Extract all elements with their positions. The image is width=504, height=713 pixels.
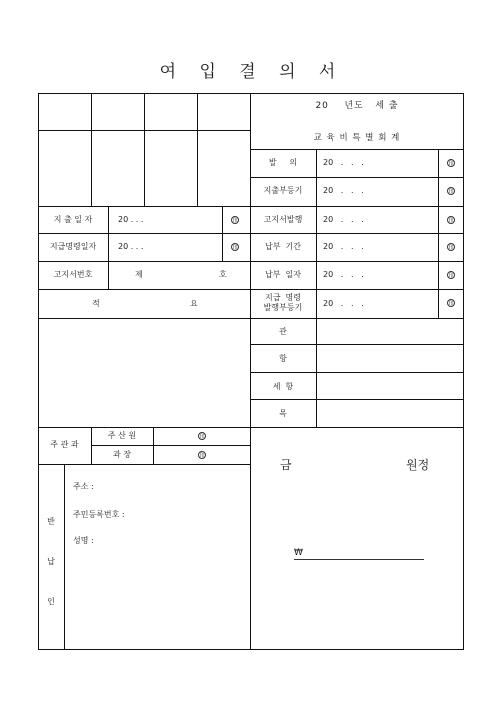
fiscal-year-line: 20 년도 세 출: [315, 101, 399, 111]
divider-right-row-7: [250, 344, 464, 345]
divider-left-seal-col: [222, 206, 223, 261]
divider-left-row-2: [38, 233, 250, 234]
label-payment-date: 납부 일자: [265, 270, 301, 279]
seal-payment-order-issue: 印: [448, 301, 454, 307]
divider-left-label-col: [108, 206, 109, 289]
divider-approval-header: [38, 130, 250, 131]
account-name: 교 육 비 특 별 회 계: [313, 133, 401, 143]
notice-number-suffix: 호: [219, 270, 227, 279]
summary-label-right: 요: [190, 299, 198, 308]
divider-right-row-5: [250, 289, 464, 290]
payer-name-label: 성명 :: [73, 536, 94, 545]
divider-payer-label: [64, 464, 65, 650]
label-notice-number: 고지서번호: [53, 270, 93, 279]
label-expense-date: 지 출 일 자: [53, 215, 93, 224]
payer-vertical-label-2: 납: [47, 557, 55, 566]
summary-label-left: 적: [92, 299, 100, 308]
label-classification-mok: 목: [279, 409, 287, 418]
amount-label-right: 원정: [406, 458, 430, 472]
label-payment-order-line1: 지급 명령: [265, 293, 301, 302]
divider-right-row-9: [250, 399, 464, 400]
divider-supervisor-seal: [153, 427, 154, 464]
divider-left-row-4: [38, 289, 250, 290]
payer-vertical-label-3: 인: [47, 597, 55, 606]
payer-address-label: 주소 :: [73, 482, 94, 491]
form-title: 여 입 결 의 서: [159, 62, 345, 82]
amount-underline: [294, 559, 424, 560]
supervisor-label: 주 관 과: [50, 440, 79, 449]
divider-supervisor-top: [38, 427, 464, 428]
divider-left-row-5: [38, 318, 250, 319]
divider-approval-1: [91, 93, 92, 206]
divider-right-header: [250, 149, 464, 150]
seal-expense-ledger: 印: [448, 189, 454, 195]
amount-won-sign: ₩: [294, 548, 303, 558]
divider-right-row-3: [250, 233, 464, 234]
divider-left-row-1: [38, 206, 250, 207]
divider-left-row-3: [38, 261, 250, 262]
value-proposal-date: 20 . . .: [323, 158, 364, 167]
supervisor-row2-label: 과 장: [113, 450, 131, 459]
divider-supervisor-mid: [91, 445, 250, 446]
label-proposal: 발 의: [268, 158, 298, 167]
supervisor-row1-label: 주 산 원: [107, 431, 137, 440]
seal-payment-period: 印: [448, 245, 454, 251]
label-classification-sehang: 세 항: [272, 382, 294, 391]
value-expense-ledger-date: 20 . . .: [323, 186, 364, 195]
divider-right-row-6: [250, 318, 464, 319]
label-classification-gwan: 관: [279, 327, 287, 336]
divider-right-row-4: [250, 261, 464, 262]
value-payment-date: 20 . . .: [323, 270, 364, 279]
divider-right-label-col: [316, 149, 317, 427]
value-notice-issue-date: 20 . . .: [323, 215, 364, 224]
value-payment-period-date: 20 . . .: [323, 242, 364, 251]
divider-right-seal-col: [438, 149, 439, 318]
divider-approval-2: [144, 93, 145, 206]
seal-proposal: 印: [448, 161, 454, 167]
divider-supervisor-bottom: [38, 464, 250, 465]
notice-number-prefix: 제: [135, 270, 143, 279]
label-payment-order-date: 지급명령일자: [49, 242, 97, 251]
label-payment-period: 납부 기간: [265, 242, 301, 251]
seal-payment-date: 印: [448, 273, 454, 279]
seal-expense-date: 印: [232, 218, 238, 224]
seal-payment-order-date: 印: [232, 245, 238, 251]
amount-label-left: 금: [280, 458, 292, 472]
value-payment-order-date: 20 . . .: [118, 242, 144, 251]
label-notice-issue: 고지서발행: [263, 215, 303, 224]
divider-right-row-8: [250, 372, 464, 373]
divider-approval-3: [197, 93, 198, 206]
label-expense-ledger: 지출부등기: [263, 186, 303, 195]
payer-vertical-label-1: 반: [47, 517, 55, 526]
seal-supervisor-row2: 印: [199, 453, 205, 459]
value-expense-date: 20 . . .: [118, 215, 144, 224]
value-payment-order-issue-date: 20 . . .: [323, 299, 364, 308]
divider-right-row-1: [250, 177, 464, 178]
seal-supervisor-row1: 印: [199, 434, 205, 440]
divider-right-row-2: [250, 206, 464, 207]
payer-id-number-label: 주민등록번호 :: [73, 510, 125, 519]
seal-notice-issue: 印: [448, 218, 454, 224]
label-payment-order-line2: 발행부등기: [263, 303, 303, 312]
label-classification-hang: 항: [279, 354, 287, 363]
